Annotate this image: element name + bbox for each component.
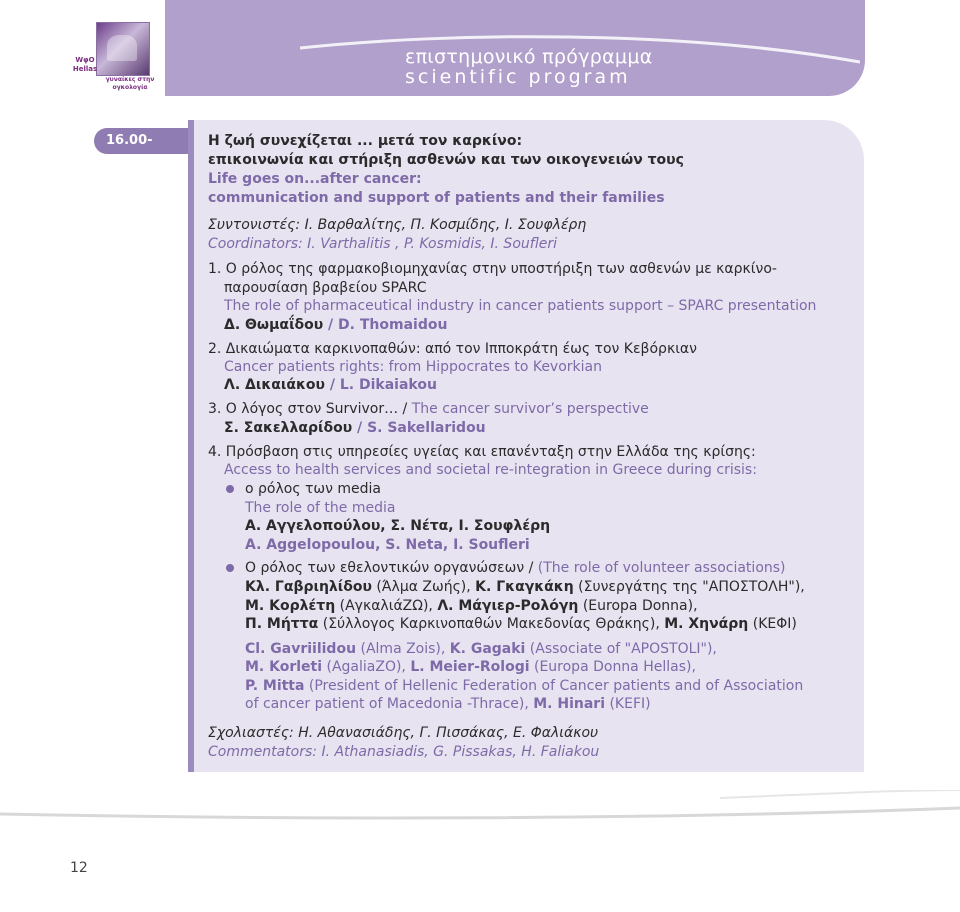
speaker-org: (ΚΕΦΙ) (748, 616, 797, 632)
speaker-org: (President of Hellenic Federation of Cancer patients and of Association (304, 678, 804, 694)
speaker-name: Κλ. Γαβριηλίδου (245, 579, 372, 595)
talk-3-speaker-separator: / (352, 420, 368, 436)
talk-1-title-english: The role of pharmaceutical industry in cancer patients support – SPARC presentation (224, 298, 817, 314)
session-title-english-2: communication and support of patients and their families (208, 190, 665, 206)
speaker-org: (Europa Donna Hellas), (529, 659, 696, 675)
speaker-name: K. Gagaki (449, 641, 526, 657)
speaker-name: P. Mitta (245, 678, 305, 694)
footer-swoosh (0, 790, 960, 830)
logo-subtitle: γυναίκες στην ογκολογία (105, 76, 155, 91)
session-title-greek-2: επικοινωνία και στήριξη ασθενών και των οικογενειών τους (208, 152, 684, 168)
speaker-org: (KEFI) (605, 696, 651, 712)
speakers-english-line-1 (245, 640, 717, 658)
speakers-english-line-2 (245, 658, 696, 676)
talk-1-speaker-greek: Δ. Θωμαΐδου (224, 317, 324, 333)
talk-2-title-english: Cancer patients rights: from Hippocrates to Kevorkian (224, 359, 602, 375)
session-time-badge: 16.00-17.30 (94, 128, 188, 154)
talk-1-speaker (224, 316, 447, 334)
talk-4-bullet-1-greek: ο ρόλος των media (245, 481, 382, 497)
speaker-name: L. Meier-Rologi (410, 659, 530, 675)
talk-1-speaker-english: D. Thomaidou (338, 317, 448, 333)
commentators-english: Commentators: I. Athanasiadis, G. Pissakas, H. Faliakou (208, 744, 600, 760)
speaker-org: (Συνεργάτης της "ΑΠΟΣΤΟΛΗ"), (573, 579, 805, 595)
talk-3-speaker-english: S. Sakellaridou (367, 420, 486, 436)
speaker-org: (Europa Donna), (578, 598, 698, 614)
talk-4-bullet-1-speakers-english: A. Aggelopoulou, S. Neta, I. Soufleri (245, 537, 530, 553)
speaker-org: (Associate of "APOSTOLI"), (525, 641, 717, 657)
talk-2-speaker (224, 376, 437, 394)
coordinators-english: Coordinators: I. Varthalitis , P. Kosmidis, I. Soufleri (208, 236, 558, 252)
speaker-org: (Alma Zois), (356, 641, 450, 657)
speaker-name: Κ. Γκαγκάκη (475, 579, 574, 595)
talk-3-speaker-greek: Σ. Σακελλαρίδου (224, 420, 353, 436)
bullet-dot-icon (226, 485, 234, 493)
talk-2-speaker-greek: Λ. Δικαιάκου (224, 377, 325, 393)
speaker-name: Μ. Χηνάρη (664, 616, 749, 632)
speakers-greek-line-1 (245, 578, 805, 596)
talk-1-title-greek-2: παρουσίαση βραβείου SPARC (224, 280, 427, 296)
talk-1-title-greek-1: 1. Ο ρόλος της φαρμακοβιομηχανίας στην υποστήριξη των ασθενών με καρκίνο- (208, 261, 777, 277)
coordinators-greek: Συντονιστές: Ι. Βαρθαλίτης, Π. Κοσμίδης, Ι. Σουφλέρη (208, 217, 587, 233)
speaker-name: M. Korleti (245, 659, 323, 675)
speakers-greek-line-3 (245, 615, 797, 633)
talk-4-title-greek: 4. Πρόσβαση στις υπηρεσίες υγείας και επανένταξη στην Ελλάδα της κρίσης: (208, 444, 756, 460)
talk-3-title-english: The cancer survivor’s perspective (411, 401, 649, 417)
talk-4-bullet-2-english: (The role of volunteer associations) (537, 560, 786, 576)
talk-4-title-english: Access to health services and societal re-integration in Greece during crisis: (224, 462, 757, 478)
speaker-org: (Σύλλογος Καρκινοπαθών Μακεδονίας Θράκης), (318, 616, 665, 632)
session-title-greek-1: Η ζωή συνεχίζεται ... μετά τον καρκίνο: (208, 133, 523, 149)
logo-wfo-text: WφO Hellas (72, 56, 98, 73)
talk-4-bullet-1-english: The role of the media (245, 500, 396, 516)
bullet-dot-icon (226, 564, 234, 572)
talk-2-speaker-separator: / (324, 377, 340, 393)
speaker-org: (ΑγκαλιάΖΩ), (335, 598, 438, 614)
speaker-name: Π. Μήττα (245, 616, 319, 632)
logo-image (96, 22, 150, 76)
speakers-greek-line-2 (245, 597, 698, 615)
talk-2-title-greek: 2. Δικαιώματα καρκινοπαθών: από τον Ιπποκράτη έως τον Κεβόρκιαν (208, 341, 697, 357)
speaker-org: of cancer patient of Macedonia -Thrace), (245, 696, 534, 712)
speaker-name: M. Hinari (533, 696, 606, 712)
talk-4-bullet-2-title (245, 559, 786, 577)
talk-3-speaker (224, 419, 486, 437)
panel-left-rule (188, 120, 194, 772)
session-title-english-1: Life goes on...after cancer: (208, 171, 422, 187)
talk-4-bullet-1-speakers-greek: Α. Αγγελοπούλου, Σ. Νέτα, Ι. Σουφλέρη (245, 518, 551, 534)
header-title-english: scientific program (405, 66, 631, 88)
talk-4-bullet-2-greek: Ο ρόλος των εθελοντικών οργανώσεων / (245, 560, 538, 576)
speaker-org: (AgaliaZO), (322, 659, 411, 675)
speaker-org: (Άλμα Ζωής), (371, 579, 476, 595)
talk-3-title-greek: 3. Ο λόγος στον Survivor… / (208, 401, 412, 417)
speakers-english-line-4 (245, 695, 651, 713)
commentators-greek: Σχολιαστές: Η. Αθανασιάδης, Γ. Πισσάκας, Ε. Φαλιάκου (208, 725, 599, 741)
talk-2-speaker-english: L. Dikaiakou (339, 377, 437, 393)
talk-1-speaker-separator: / (323, 317, 339, 333)
speaker-name: Cl. Gavriilidou (245, 641, 357, 657)
page-number: 12 (70, 860, 88, 876)
header-title-greek: επιστημονικό πρόγραμμα (405, 46, 653, 68)
speaker-name: Λ. Μάγιερ-Ρολόγη (437, 598, 579, 614)
speaker-name: Μ. Κορλέτη (245, 598, 336, 614)
speakers-english-line-3 (245, 677, 803, 695)
talk-3-title (208, 400, 649, 418)
